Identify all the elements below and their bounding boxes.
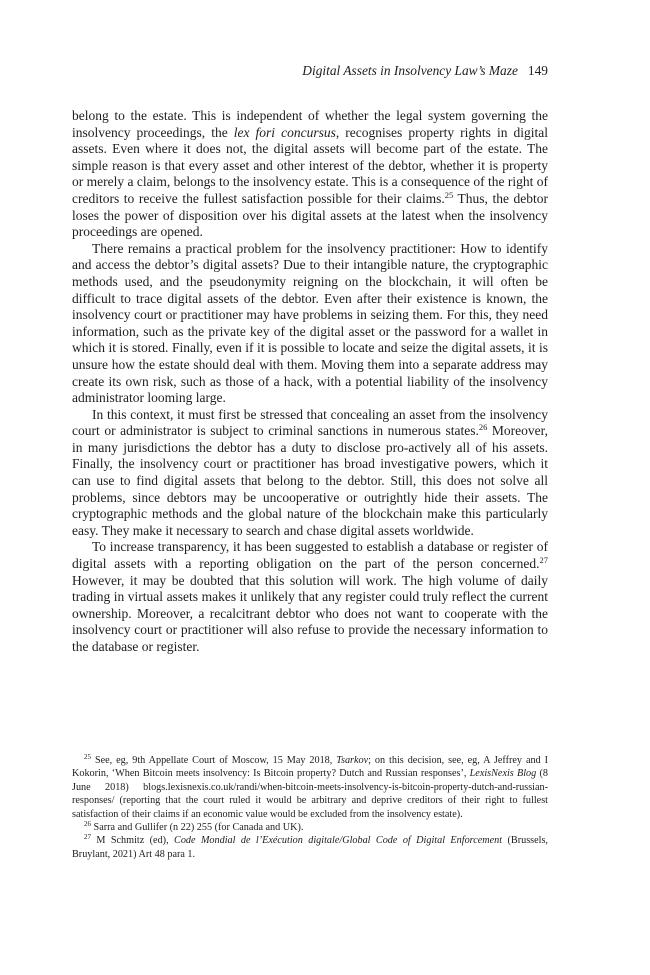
footnote-25 <box>72 754 548 821</box>
footnote-ref-26[interactable]: 26 <box>478 422 488 433</box>
footnote-25-text-e: (8 June 2018) blogs.lexisnexis.co.uk/randi/when-bitcoin-meets-insolvency-is-bitcoin-property-dutch-and-russian-responses/ (reporting that the court ruled it would be arbitrary and deprive creditors of their right to fullest satisfaction of their claims if an economic value would be excluded from the insolvency estate). <box>72 768 548 820</box>
paragraph-1 <box>72 108 548 241</box>
footnote-25-case-name: Tsarkov <box>336 755 369 766</box>
footnote-ref-27[interactable]: 27 <box>539 555 548 566</box>
paragraph-3-text-a: In this context, it must first be stressed that concealing an asset from the insolvency court or administrator is subject to criminal sanctions in numerous states. <box>72 406 548 439</box>
footnote-26 <box>72 821 548 834</box>
paragraph-3 <box>72 407 548 540</box>
paragraph-3-text-b: Moreover, in many jurisdictions the debtor has a duty to disclose pro-actively all of his assets. Finally, the insolvency court or practitioner has broad investigative powers, which it can use to find digital assets that belong to the debtor. Still, this does not solve all problems, since debtors may be uncooperative or outrightly hide their assets. The cryptographic methods and the global nature of the blockchain make this particularly easy. They make it necessary to search and chase digital assets worldwide. <box>72 423 548 538</box>
body-text <box>72 108 548 656</box>
paragraph-4 <box>72 539 548 655</box>
paragraph-2: There remains a practical problem for the insolvency practitioner: How to identify and access the debtor’s digital assets? Due to their intangible nature, the cryptographic methods used, and the pseudonymity reigning on the blockchain, it will often be difficult to trace digital assets of the debtor. Even after their existence is known, the insolvency court or practitioner may have problems in seizing them. For this, they need information, such as the private key of the digital asset or the password for a wallet in which it is stored. Finally, even if it is possible to locate and seize the digital assets, it is unsure how the estate should deal with them. Moving them into a separate address may create its own risk, such as those of a hack, with a potential liability of the insolvency administrator looming large. <box>72 240 548 406</box>
footnote-25-source: LexisNexis Blog <box>469 768 537 780</box>
paragraph-1-text-d: Thus, the debtor loses the power of disposition over his digital assets at the latest when the insolvency proceedings are opened. <box>72 190 548 240</box>
footnote-27-title: Code Mondial de l’Exécution digitale/Global Code of Digital Enforcement <box>174 835 503 847</box>
paragraph-1-text-c: , recognises property rights in digital assets. Even where it does not, the digital assets will become part of the estate. The simple reason is that every asset and other interest of the debtor, whether it is property or merely a claim, belongs to the insolvency estate. This is a consequence of the right of creditors to receive the fullest satisfaction possible for their claims. <box>72 124 548 206</box>
footnote-27-text-c: (Brussels, Bruylant, 2021) Art 48 para 1. <box>72 835 548 860</box>
paragraph-1-italic: lex fori concursus <box>233 124 336 140</box>
footnote-number: 25 <box>84 753 91 761</box>
footnote-26-text: Sarra and Gullifer (n 22) 255 (for Canada and UK). <box>91 822 304 834</box>
paragraph-4-text-b: However, it may be doubted that this solution will work. The high volume of daily trading in virtual assets makes it unlikely that any register could truly reflect the current ownership. Moreover, a recalcitrant debtor who does not want to cooperate with the insolvency court or practitioner will also refuse to provide the necessary information to the database or register. <box>72 572 548 654</box>
footnotes <box>72 754 548 861</box>
footnote-27 <box>72 834 548 861</box>
book-page <box>72 62 548 860</box>
running-head-title: Digital Assets in Insolvency Law’s Maze <box>302 63 518 78</box>
footnote-25-text-a: See, eg, 9th Appellate Court of Moscow, 15 May 2018, <box>91 755 337 766</box>
paragraph-1-text-a: belong to the estate. This is independent of whether the legal system governing the insolvency proceedings, the <box>72 108 548 140</box>
footnote-number: 27 <box>84 833 91 842</box>
footnote-27-text-a: M Schmitz (ed), <box>91 835 175 847</box>
footnote-25-text-c: ; on this decision, see, eg, A Jeffrey and I Kokorin, ‘When Bitcoin meets insolvency: Is Bitcoin property? Dutch and Russian responses’, <box>72 755 548 780</box>
paragraph-4-text-a: To increase transparency, it has been suggested to establish a database or register of digital assets with a reporting obligation on the part of the person concerned. <box>72 539 548 572</box>
footnote-number: 26 <box>84 820 91 829</box>
page-number: 149 <box>527 63 548 78</box>
running-head <box>72 62 548 80</box>
footnote-ref-25[interactable]: 25 <box>444 189 454 200</box>
